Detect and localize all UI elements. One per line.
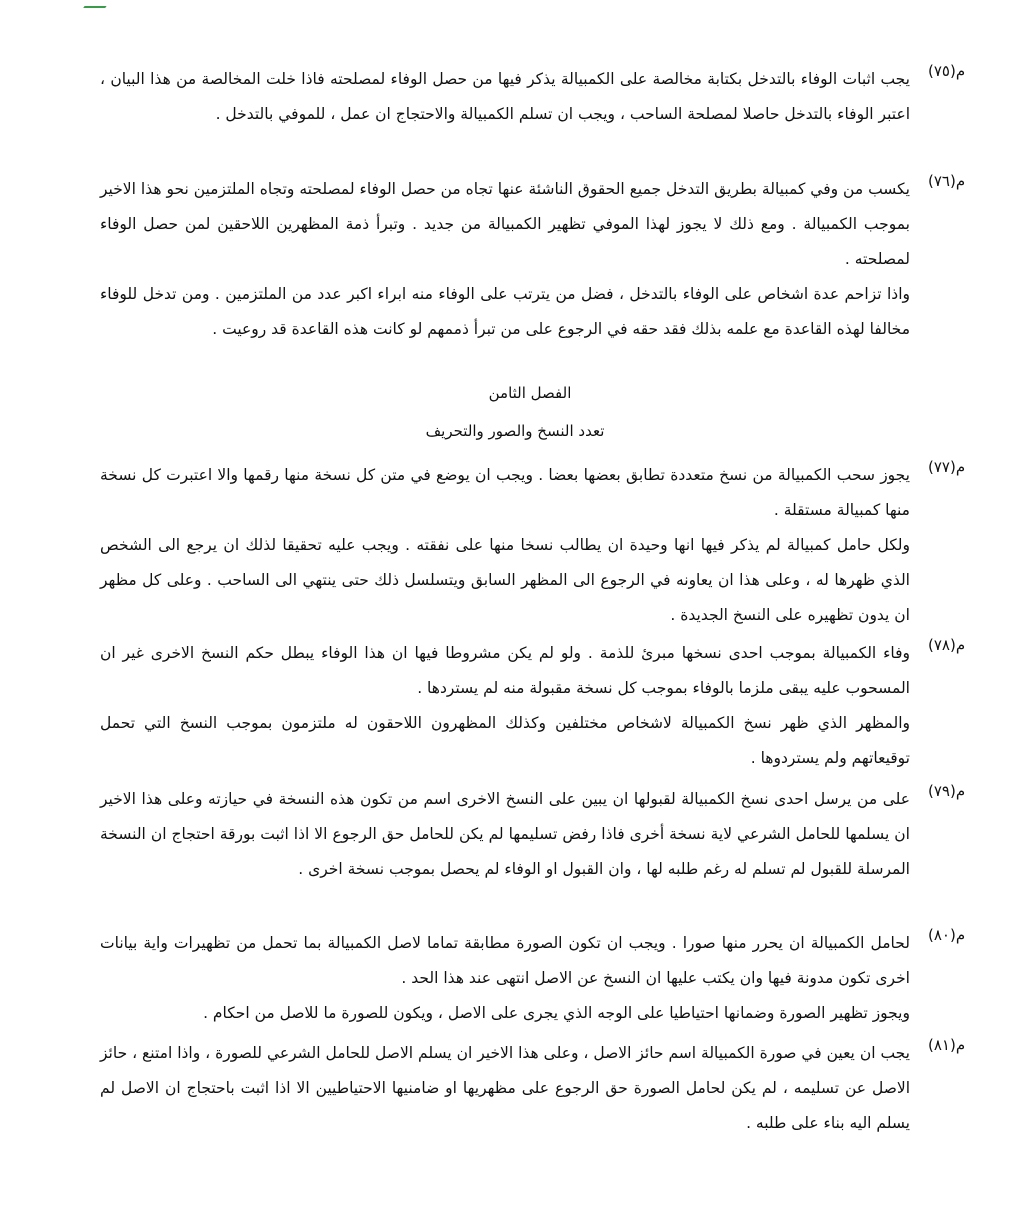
article-number: م(٧٧) (928, 458, 966, 476)
article-paragraph: وفاء الكمبيالة بموجب احدى نسخها مبرئ للذمة . ولو لم يكن مشروطا فيها ان هذا الوفاء يبطل حكم النسخ الاخرى غير ان المسحوب عليه يبقى ملزما بالوفاء بموجب كل نسخة مقبولة منه لم يستردها . (100, 644, 910, 697)
article-number: م(٧٨) (928, 636, 966, 654)
article-75 (100, 62, 966, 132)
article-body (100, 458, 910, 633)
article-body (100, 782, 910, 887)
article-77 (100, 458, 966, 633)
article-body (100, 172, 910, 347)
article-number: م(٧٩) (928, 782, 966, 800)
chapter-title: الفصل الثامن (488, 384, 572, 402)
article-paragraph: لحامل الكمبيالة ان يحرر منها صورا . ويجب ان تكون الصورة مطابقة تماما لاصل الكمبيالة بما تحمل من تظهيرات واية بيانات اخرى تكون مدونة فيها وان يكتب عليها ان النسخ عن الاصل انتهى عند هذا الحد . (100, 934, 910, 987)
article-paragraph: ولكل حامل كمبيالة لم يذكر فيها انها وحيدة ان يطالب نسخا منها على نفقته . ويجب عليه تحقيقا لذلك ان يرجع الى الشخص الذي ظهرها له ، وعلى هذا ان يعاونه في الرجوع الى المظهر السابق ويتسلسل ذلك حتى ينتهي الى الساحب . وعلى كل مظهر ان يدون تظهيره على النسخ الجديدة . (100, 536, 910, 624)
article-paragraph: ويجوز تظهير الصورة وضمانها احتياطيا على الوجه الذي يجرى على الاصل ، ويكون للصورة ما للاصل من احكام . (203, 1004, 910, 1022)
article-paragraph: يجب ان يعين في صورة الكمبيالة اسم حائز الاصل ، وعلى هذا الاخير ان يسلم الاصل للحامل الشرعي للصورة ، واذا امتنع ، حائز الاصل عن تسليمه ، لم يكن لحامل الصورة حق الرجوع على مظهريها او ضامنيها الاحتياطيين الا اذا اثبت باحتجاج ان الاصل لم يسلم اليه بناء على طلبه . (100, 1044, 910, 1132)
article-paragraph: يجوز سحب الكمبيالة من نسخ متعددة تطابق بعضها بعضا . ويجب ان يوضع في متن كل نسخة منها رقمها والا اعتبرت كل نسخة منها كمبيالة مستقلة . (100, 466, 910, 519)
article-body (100, 926, 910, 1031)
article-78 (100, 636, 966, 776)
article-81 (100, 1036, 966, 1141)
article-body (100, 62, 910, 132)
article-number: م(٨٠) (928, 926, 966, 944)
article-paragraph: على من يرسل احدى نسخ الكمبيالة لقبولها ان يبين على النسخ الاخرى اسم من تكون هذه النسخة في حيازته وعلى هذا الاخير ان يسلمها للحامل الشرعي لاية نسخة أخرى فاذا رفض تسليمها لم يكن للحامل حق الرجوع الا اذا اثبت بورقة احتجاج ان النسخة المرسلة للقبول لم تسلم له رغم طلبه لها ، وان القبول او الوفاء لم يحصل بموجب نسخة اخرى . (100, 790, 910, 878)
article-number: م(٧٥) (928, 62, 966, 80)
article-80 (100, 926, 966, 1031)
article-number: م(٨١) (928, 1036, 966, 1054)
article-body (100, 1036, 910, 1141)
article-paragraph: والمظهر الذي ظهر نسخ الكمبيالة لاشخاص مختلفين وكذلك المظهرون اللاحقون له ملتزمون بموجب النسخ التي تحمل توقيعاتهم ولم يستردوها . (100, 714, 910, 767)
corner-mark (83, 0, 111, 8)
article-paragraph: يكسب من وفي كمبيالة بطريق التدخل جميع الحقوق الناشئة عنها تجاه من حصل الوفاء لمصلحته وتجاه الملتزمين نحو هذا الاخير بموجب الكمبيالة . ومع ذلك لا يجوز لهذا الموفي تظهير الكمبيالة من جديد . وتبرأ ذمة المظهرين اللاحقين لمن حصل الوفاء لمصلحته . (100, 180, 910, 268)
article-79 (100, 782, 966, 887)
article-body (100, 636, 910, 776)
article-paragraph: واذا تزاحم عدة اشخاص على الوفاء بالتدخل ، فضل من يترتب على الوفاء منه ابراء اكبر عدد من الملتزمين . ومن تدخل للوفاء مخالفا لهذه القاعدة مع علمه بذلك فقد حقه في الرجوع على من تبرأ ذممهم لو كانت هذه القاعدة قد روعيت . (100, 285, 910, 338)
article-paragraph: يجب اثبات الوفاء بالتدخل بكتابة مخالصة على الكمبيالة يذكر فيها من حصل الوفاء لمصلحته فاذا خلت المخالصة من هذا البيان ، اعتبر الوفاء بالتدخل حاصلا لمصلحة الساحب ، ويجب ان تسلم الكمبيالة والاحتجاج ان عمل ، للموفي بالتدخل . (100, 70, 910, 123)
chapter-subtitle: تعدد النسخ والصور والتحريف (425, 422, 605, 440)
article-number: م(٧٦) (928, 172, 966, 190)
article-76 (100, 172, 966, 347)
